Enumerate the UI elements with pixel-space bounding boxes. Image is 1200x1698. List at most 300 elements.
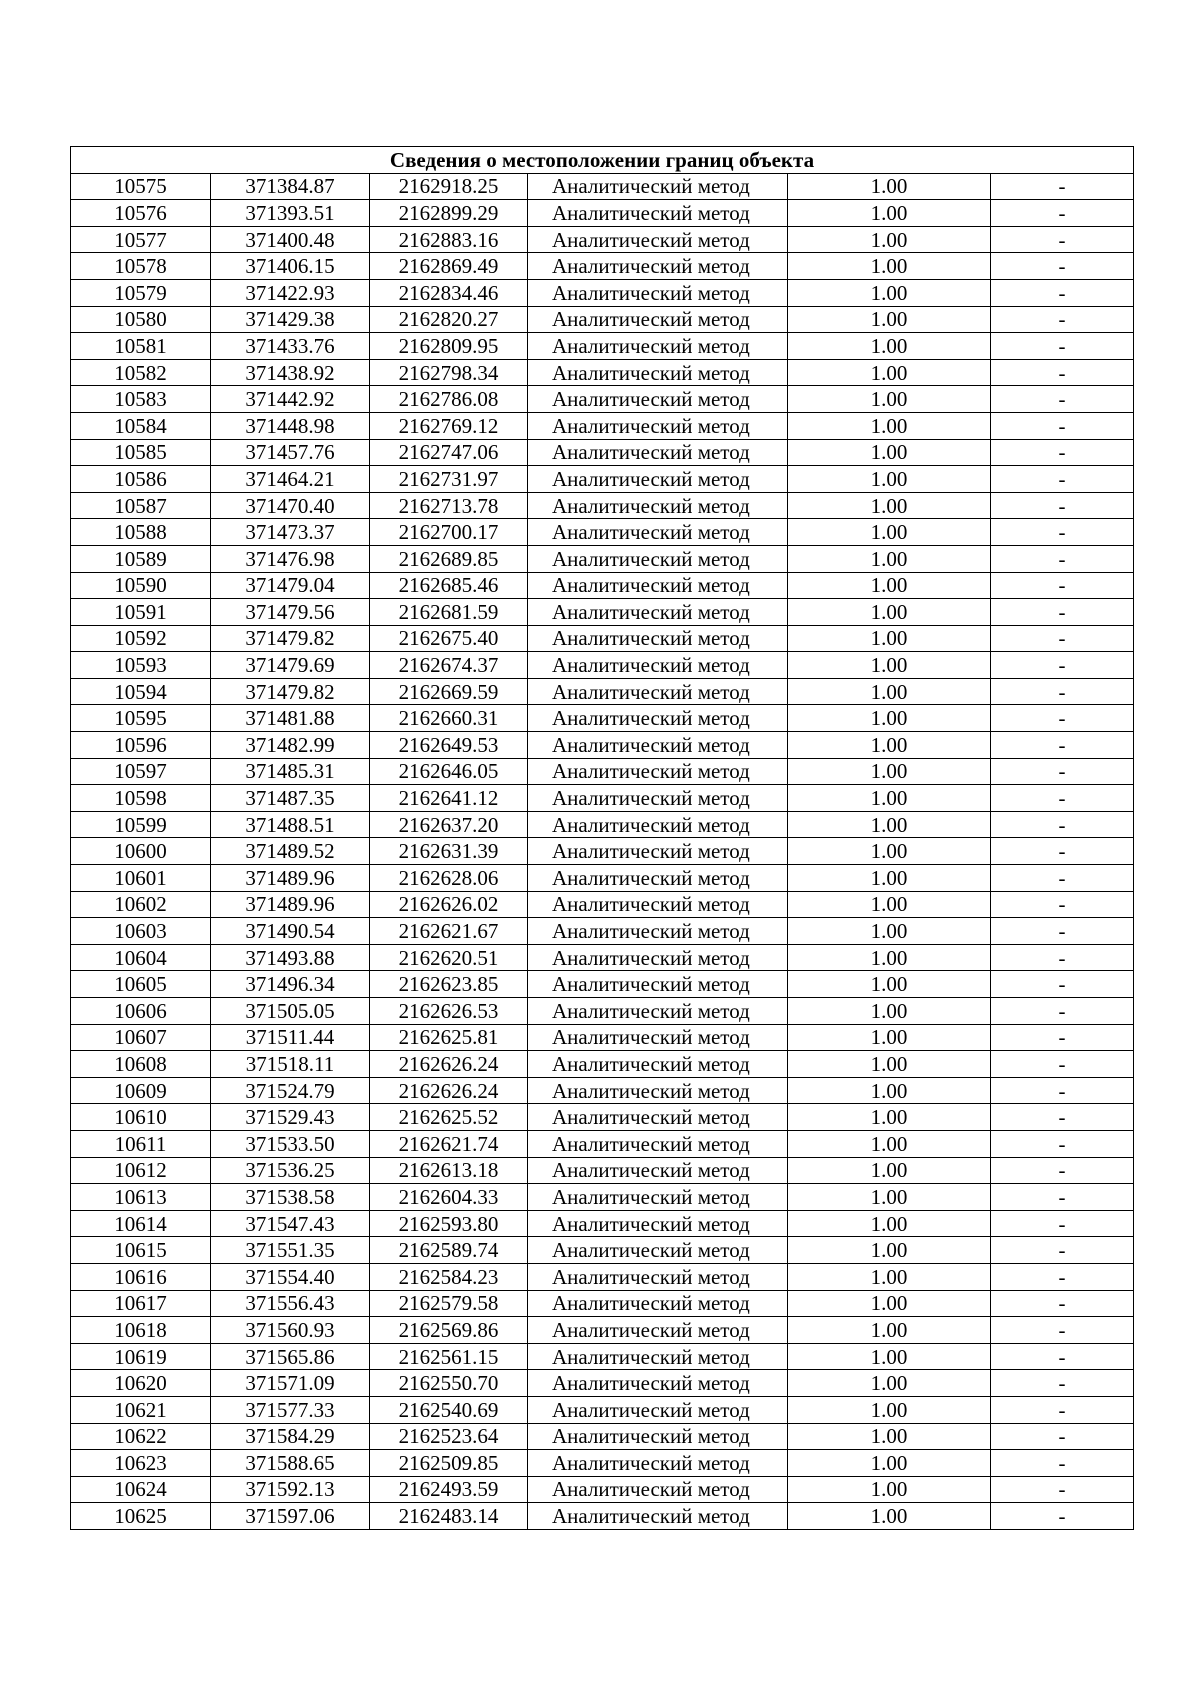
- description-cell: -: [991, 1317, 1134, 1344]
- table-row: [71, 1503, 1134, 1530]
- description-cell: -: [991, 705, 1134, 732]
- y-coordinate-cell: 2162493.59: [370, 1476, 528, 1503]
- description-cell: -: [991, 1024, 1134, 1051]
- accuracy-cell: 1.00: [788, 1184, 991, 1211]
- table-row: [71, 652, 1134, 679]
- x-coordinate-cell: 371479.04: [211, 572, 370, 599]
- point-number-cell: 10597: [71, 758, 211, 785]
- accuracy-cell: 1.00: [788, 412, 991, 439]
- method-cell: Аналитический метод: [528, 279, 788, 306]
- y-coordinate-cell: 2162747.06: [370, 439, 528, 466]
- y-coordinate-cell: 2162569.86: [370, 1317, 528, 1344]
- y-coordinate-cell: 2162613.18: [370, 1157, 528, 1184]
- x-coordinate-cell: 371488.51: [211, 811, 370, 838]
- description-cell: -: [991, 1051, 1134, 1078]
- accuracy-cell: 1.00: [788, 1051, 991, 1078]
- table-row: [71, 439, 1134, 466]
- y-coordinate-cell: 2162550.70: [370, 1370, 528, 1397]
- point-number-cell: 10594: [71, 678, 211, 705]
- method-cell: Аналитический метод: [528, 732, 788, 759]
- x-coordinate-cell: 371584.29: [211, 1423, 370, 1450]
- table-row: [71, 1476, 1134, 1503]
- point-number-cell: 10596: [71, 732, 211, 759]
- accuracy-cell: 1.00: [788, 944, 991, 971]
- x-coordinate-cell: 371473.37: [211, 519, 370, 546]
- description-cell: -: [991, 1290, 1134, 1317]
- y-coordinate-cell: 2162649.53: [370, 732, 528, 759]
- table-row: [71, 466, 1134, 493]
- point-number-cell: 10625: [71, 1503, 211, 1530]
- accuracy-cell: 1.00: [788, 1210, 991, 1237]
- method-cell: Аналитический метод: [528, 998, 788, 1025]
- accuracy-cell: 1.00: [788, 359, 991, 386]
- description-cell: -: [991, 1343, 1134, 1370]
- accuracy-cell: 1.00: [788, 173, 991, 200]
- accuracy-cell: 1.00: [788, 1423, 991, 1450]
- method-cell: Аналитический метод: [528, 1396, 788, 1423]
- table-row: [71, 1130, 1134, 1157]
- y-coordinate-cell: 2162786.08: [370, 386, 528, 413]
- table-row: [71, 519, 1134, 546]
- method-cell: Аналитический метод: [528, 1104, 788, 1131]
- x-coordinate-cell: 371479.82: [211, 625, 370, 652]
- accuracy-cell: 1.00: [788, 678, 991, 705]
- x-coordinate-cell: 371470.40: [211, 492, 370, 519]
- y-coordinate-cell: 2162523.64: [370, 1423, 528, 1450]
- accuracy-cell: 1.00: [788, 279, 991, 306]
- method-cell: Аналитический метод: [528, 838, 788, 865]
- point-number-cell: 10581: [71, 333, 211, 360]
- x-coordinate-cell: 371448.98: [211, 412, 370, 439]
- description-cell: -: [991, 918, 1134, 945]
- y-coordinate-cell: 2162731.97: [370, 466, 528, 493]
- x-coordinate-cell: 371588.65: [211, 1450, 370, 1477]
- method-cell: Аналитический метод: [528, 519, 788, 546]
- point-number-cell: 10598: [71, 785, 211, 812]
- method-cell: Аналитический метод: [528, 1290, 788, 1317]
- x-coordinate-cell: 371438.92: [211, 359, 370, 386]
- accuracy-cell: 1.00: [788, 1370, 991, 1397]
- x-coordinate-cell: 371384.87: [211, 173, 370, 200]
- table-title: Сведения о местоположении границ объекта: [71, 147, 1134, 174]
- y-coordinate-cell: 2162621.74: [370, 1130, 528, 1157]
- point-number-cell: 10615: [71, 1237, 211, 1264]
- y-coordinate-cell: 2162918.25: [370, 173, 528, 200]
- accuracy-cell: 1.00: [788, 545, 991, 572]
- method-cell: Аналитический метод: [528, 1450, 788, 1477]
- y-coordinate-cell: 2162621.67: [370, 918, 528, 945]
- table-row: [71, 333, 1134, 360]
- x-coordinate-cell: 371577.33: [211, 1396, 370, 1423]
- method-cell: Аналитический метод: [528, 1024, 788, 1051]
- accuracy-cell: 1.00: [788, 998, 991, 1025]
- accuracy-cell: 1.00: [788, 785, 991, 812]
- table-row: [71, 732, 1134, 759]
- description-cell: -: [991, 599, 1134, 626]
- description-cell: -: [991, 386, 1134, 413]
- x-coordinate-cell: 371536.25: [211, 1157, 370, 1184]
- description-cell: -: [991, 971, 1134, 998]
- accuracy-cell: 1.00: [788, 758, 991, 785]
- y-coordinate-cell: 2162540.69: [370, 1396, 528, 1423]
- point-number-cell: 10582: [71, 359, 211, 386]
- accuracy-cell: 1.00: [788, 865, 991, 892]
- x-coordinate-cell: 371565.86: [211, 1343, 370, 1370]
- method-cell: Аналитический метод: [528, 306, 788, 333]
- description-cell: -: [991, 1157, 1134, 1184]
- point-number-cell: 10609: [71, 1077, 211, 1104]
- x-coordinate-cell: 371490.54: [211, 918, 370, 945]
- y-coordinate-cell: 2162593.80: [370, 1210, 528, 1237]
- point-number-cell: 10600: [71, 838, 211, 865]
- accuracy-cell: 1.00: [788, 1450, 991, 1477]
- y-coordinate-cell: 2162626.24: [370, 1077, 528, 1104]
- point-number-cell: 10601: [71, 865, 211, 892]
- method-cell: Аналитический метод: [528, 599, 788, 626]
- description-cell: -: [991, 758, 1134, 785]
- accuracy-cell: 1.00: [788, 226, 991, 253]
- accuracy-cell: 1.00: [788, 891, 991, 918]
- description-cell: -: [991, 1450, 1134, 1477]
- x-coordinate-cell: 371533.50: [211, 1130, 370, 1157]
- point-number-cell: 10592: [71, 625, 211, 652]
- description-cell: -: [991, 1263, 1134, 1290]
- method-cell: Аналитический метод: [528, 386, 788, 413]
- table-row: [71, 1317, 1134, 1344]
- table-row: [71, 545, 1134, 572]
- y-coordinate-cell: 2162625.52: [370, 1104, 528, 1131]
- x-coordinate-cell: 371493.88: [211, 944, 370, 971]
- description-cell: -: [991, 944, 1134, 971]
- description-cell: -: [991, 652, 1134, 679]
- method-cell: Аналитический метод: [528, 1210, 788, 1237]
- method-cell: Аналитический метод: [528, 253, 788, 280]
- y-coordinate-cell: 2162509.85: [370, 1450, 528, 1477]
- y-coordinate-cell: 2162674.37: [370, 652, 528, 679]
- point-number-cell: 10587: [71, 492, 211, 519]
- method-cell: Аналитический метод: [528, 1077, 788, 1104]
- table-row: [71, 1396, 1134, 1423]
- table-row: [71, 971, 1134, 998]
- point-number-cell: 10623: [71, 1450, 211, 1477]
- y-coordinate-cell: 2162604.33: [370, 1184, 528, 1211]
- point-number-cell: 10580: [71, 306, 211, 333]
- description-cell: -: [991, 492, 1134, 519]
- x-coordinate-cell: 371422.93: [211, 279, 370, 306]
- table-row: [71, 838, 1134, 865]
- x-coordinate-cell: 371479.56: [211, 599, 370, 626]
- point-number-cell: 10588: [71, 519, 211, 546]
- x-coordinate-cell: 371393.51: [211, 200, 370, 227]
- table-row: [71, 1343, 1134, 1370]
- table-row: [71, 891, 1134, 918]
- point-number-cell: 10602: [71, 891, 211, 918]
- table-row: [71, 200, 1134, 227]
- method-cell: Аналитический метод: [528, 811, 788, 838]
- method-cell: Аналитический метод: [528, 678, 788, 705]
- x-coordinate-cell: 371429.38: [211, 306, 370, 333]
- description-cell: -: [991, 998, 1134, 1025]
- description-cell: -: [991, 625, 1134, 652]
- accuracy-cell: 1.00: [788, 386, 991, 413]
- y-coordinate-cell: 2162669.59: [370, 678, 528, 705]
- method-cell: Аналитический метод: [528, 173, 788, 200]
- accuracy-cell: 1.00: [788, 705, 991, 732]
- x-coordinate-cell: 371489.96: [211, 865, 370, 892]
- table-row: [71, 226, 1134, 253]
- boundary-coordinates-table: [70, 146, 1134, 1530]
- table-title-row: [71, 147, 1134, 174]
- point-number-cell: 10583: [71, 386, 211, 413]
- point-number-cell: 10624: [71, 1476, 211, 1503]
- description-cell: -: [991, 545, 1134, 572]
- accuracy-cell: 1.00: [788, 1077, 991, 1104]
- table-row: [71, 492, 1134, 519]
- table-row: [71, 944, 1134, 971]
- accuracy-cell: 1.00: [788, 519, 991, 546]
- y-coordinate-cell: 2162641.12: [370, 785, 528, 812]
- method-cell: Аналитический метод: [528, 545, 788, 572]
- y-coordinate-cell: 2162579.58: [370, 1290, 528, 1317]
- description-cell: -: [991, 306, 1134, 333]
- y-coordinate-cell: 2162899.29: [370, 200, 528, 227]
- accuracy-cell: 1.00: [788, 1343, 991, 1370]
- point-number-cell: 10584: [71, 412, 211, 439]
- x-coordinate-cell: 371400.48: [211, 226, 370, 253]
- description-cell: -: [991, 572, 1134, 599]
- accuracy-cell: 1.00: [788, 1130, 991, 1157]
- method-cell: Аналитический метод: [528, 412, 788, 439]
- point-number-cell: 10604: [71, 944, 211, 971]
- table-row: [71, 1450, 1134, 1477]
- method-cell: Аналитический метод: [528, 1157, 788, 1184]
- y-coordinate-cell: 2162646.05: [370, 758, 528, 785]
- table-row: [71, 785, 1134, 812]
- y-coordinate-cell: 2162820.27: [370, 306, 528, 333]
- description-cell: -: [991, 1503, 1134, 1530]
- point-number-cell: 10619: [71, 1343, 211, 1370]
- table-row: [71, 1423, 1134, 1450]
- method-cell: Аналитический метод: [528, 705, 788, 732]
- method-cell: Аналитический метод: [528, 466, 788, 493]
- table-row: [71, 1077, 1134, 1104]
- y-coordinate-cell: 2162685.46: [370, 572, 528, 599]
- x-coordinate-cell: 371592.13: [211, 1476, 370, 1503]
- y-coordinate-cell: 2162626.53: [370, 998, 528, 1025]
- x-coordinate-cell: 371464.21: [211, 466, 370, 493]
- table-row: [71, 386, 1134, 413]
- x-coordinate-cell: 371518.11: [211, 1051, 370, 1078]
- x-coordinate-cell: 371597.06: [211, 1503, 370, 1530]
- point-number-cell: 10595: [71, 705, 211, 732]
- point-number-cell: 10618: [71, 1317, 211, 1344]
- description-cell: -: [991, 173, 1134, 200]
- description-cell: -: [991, 732, 1134, 759]
- x-coordinate-cell: 371457.76: [211, 439, 370, 466]
- method-cell: Аналитический метод: [528, 1130, 788, 1157]
- method-cell: Аналитический метод: [528, 785, 788, 812]
- method-cell: Аналитический метод: [528, 1503, 788, 1530]
- y-coordinate-cell: 2162584.23: [370, 1263, 528, 1290]
- method-cell: Аналитический метод: [528, 572, 788, 599]
- accuracy-cell: 1.00: [788, 838, 991, 865]
- accuracy-cell: 1.00: [788, 253, 991, 280]
- table-row: [71, 279, 1134, 306]
- description-cell: -: [991, 359, 1134, 386]
- description-cell: -: [991, 1237, 1134, 1264]
- y-coordinate-cell: 2162798.34: [370, 359, 528, 386]
- accuracy-cell: 1.00: [788, 306, 991, 333]
- description-cell: -: [991, 811, 1134, 838]
- point-number-cell: 10586: [71, 466, 211, 493]
- accuracy-cell: 1.00: [788, 1396, 991, 1423]
- description-cell: -: [991, 412, 1134, 439]
- point-number-cell: 10610: [71, 1104, 211, 1131]
- method-cell: Аналитический метод: [528, 1370, 788, 1397]
- method-cell: Аналитический метод: [528, 758, 788, 785]
- table-row: [71, 1210, 1134, 1237]
- point-number-cell: 10590: [71, 572, 211, 599]
- x-coordinate-cell: 371524.79: [211, 1077, 370, 1104]
- point-number-cell: 10606: [71, 998, 211, 1025]
- accuracy-cell: 1.00: [788, 1104, 991, 1131]
- point-number-cell: 10613: [71, 1184, 211, 1211]
- point-number-cell: 10620: [71, 1370, 211, 1397]
- description-cell: -: [991, 439, 1134, 466]
- point-number-cell: 10589: [71, 545, 211, 572]
- description-cell: -: [991, 891, 1134, 918]
- y-coordinate-cell: 2162689.85: [370, 545, 528, 572]
- table-row: [71, 1157, 1134, 1184]
- table-row: [71, 173, 1134, 200]
- description-cell: -: [991, 865, 1134, 892]
- x-coordinate-cell: 371489.52: [211, 838, 370, 865]
- y-coordinate-cell: 2162834.46: [370, 279, 528, 306]
- accuracy-cell: 1.00: [788, 333, 991, 360]
- table-row: [71, 1104, 1134, 1131]
- method-cell: Аналитический метод: [528, 1423, 788, 1450]
- description-cell: -: [991, 785, 1134, 812]
- y-coordinate-cell: 2162483.14: [370, 1503, 528, 1530]
- table-row: [71, 599, 1134, 626]
- accuracy-cell: 1.00: [788, 1263, 991, 1290]
- method-cell: Аналитический метод: [528, 625, 788, 652]
- table-row: [71, 412, 1134, 439]
- method-cell: Аналитический метод: [528, 1476, 788, 1503]
- description-cell: -: [991, 1104, 1134, 1131]
- table-row: [71, 1290, 1134, 1317]
- method-cell: Аналитический метод: [528, 1317, 788, 1344]
- y-coordinate-cell: 2162681.59: [370, 599, 528, 626]
- x-coordinate-cell: 371442.92: [211, 386, 370, 413]
- point-number-cell: 10579: [71, 279, 211, 306]
- y-coordinate-cell: 2162631.39: [370, 838, 528, 865]
- table-row: [71, 1263, 1134, 1290]
- y-coordinate-cell: 2162589.74: [370, 1237, 528, 1264]
- accuracy-cell: 1.00: [788, 625, 991, 652]
- description-cell: -: [991, 1077, 1134, 1104]
- method-cell: Аналитический метод: [528, 200, 788, 227]
- accuracy-cell: 1.00: [788, 652, 991, 679]
- point-number-cell: 10603: [71, 918, 211, 945]
- accuracy-cell: 1.00: [788, 1237, 991, 1264]
- method-cell: Аналитический метод: [528, 359, 788, 386]
- x-coordinate-cell: 371476.98: [211, 545, 370, 572]
- description-cell: -: [991, 1130, 1134, 1157]
- point-number-cell: 10578: [71, 253, 211, 280]
- point-number-cell: 10575: [71, 173, 211, 200]
- table-row: [71, 865, 1134, 892]
- y-coordinate-cell: 2162628.06: [370, 865, 528, 892]
- point-number-cell: 10616: [71, 1263, 211, 1290]
- description-cell: -: [991, 253, 1134, 280]
- point-number-cell: 10607: [71, 1024, 211, 1051]
- table-row: [71, 758, 1134, 785]
- table-row: [71, 678, 1134, 705]
- y-coordinate-cell: 2162660.31: [370, 705, 528, 732]
- y-coordinate-cell: 2162623.85: [370, 971, 528, 998]
- description-cell: -: [991, 1423, 1134, 1450]
- point-number-cell: 10611: [71, 1130, 211, 1157]
- method-cell: Аналитический метод: [528, 891, 788, 918]
- description-cell: -: [991, 1184, 1134, 1211]
- table-row: [71, 306, 1134, 333]
- description-cell: -: [991, 466, 1134, 493]
- method-cell: Аналитический метод: [528, 1263, 788, 1290]
- x-coordinate-cell: 371406.15: [211, 253, 370, 280]
- point-number-cell: 10576: [71, 200, 211, 227]
- method-cell: Аналитический метод: [528, 492, 788, 519]
- x-coordinate-cell: 371547.43: [211, 1210, 370, 1237]
- description-cell: -: [991, 838, 1134, 865]
- method-cell: Аналитический метод: [528, 1237, 788, 1264]
- y-coordinate-cell: 2162620.51: [370, 944, 528, 971]
- accuracy-cell: 1.00: [788, 1157, 991, 1184]
- y-coordinate-cell: 2162883.16: [370, 226, 528, 253]
- x-coordinate-cell: 371551.35: [211, 1237, 370, 1264]
- y-coordinate-cell: 2162700.17: [370, 519, 528, 546]
- x-coordinate-cell: 371505.05: [211, 998, 370, 1025]
- y-coordinate-cell: 2162769.12: [370, 412, 528, 439]
- point-number-cell: 10577: [71, 226, 211, 253]
- description-cell: -: [991, 1396, 1134, 1423]
- description-cell: -: [991, 333, 1134, 360]
- x-coordinate-cell: 371538.58: [211, 1184, 370, 1211]
- method-cell: Аналитический метод: [528, 1051, 788, 1078]
- table-row: [71, 811, 1134, 838]
- method-cell: Аналитический метод: [528, 971, 788, 998]
- accuracy-cell: 1.00: [788, 200, 991, 227]
- method-cell: Аналитический метод: [528, 333, 788, 360]
- table-row: [71, 1051, 1134, 1078]
- accuracy-cell: 1.00: [788, 811, 991, 838]
- x-coordinate-cell: 371560.93: [211, 1317, 370, 1344]
- point-number-cell: 10593: [71, 652, 211, 679]
- x-coordinate-cell: 371485.31: [211, 758, 370, 785]
- y-coordinate-cell: 2162561.15: [370, 1343, 528, 1370]
- table-row: [71, 359, 1134, 386]
- accuracy-cell: 1.00: [788, 466, 991, 493]
- y-coordinate-cell: 2162675.40: [370, 625, 528, 652]
- point-number-cell: 10614: [71, 1210, 211, 1237]
- table-row: [71, 625, 1134, 652]
- table-row: [71, 1024, 1134, 1051]
- x-coordinate-cell: 371479.82: [211, 678, 370, 705]
- y-coordinate-cell: 2162625.81: [370, 1024, 528, 1051]
- accuracy-cell: 1.00: [788, 732, 991, 759]
- point-number-cell: 10585: [71, 439, 211, 466]
- table-row: [71, 918, 1134, 945]
